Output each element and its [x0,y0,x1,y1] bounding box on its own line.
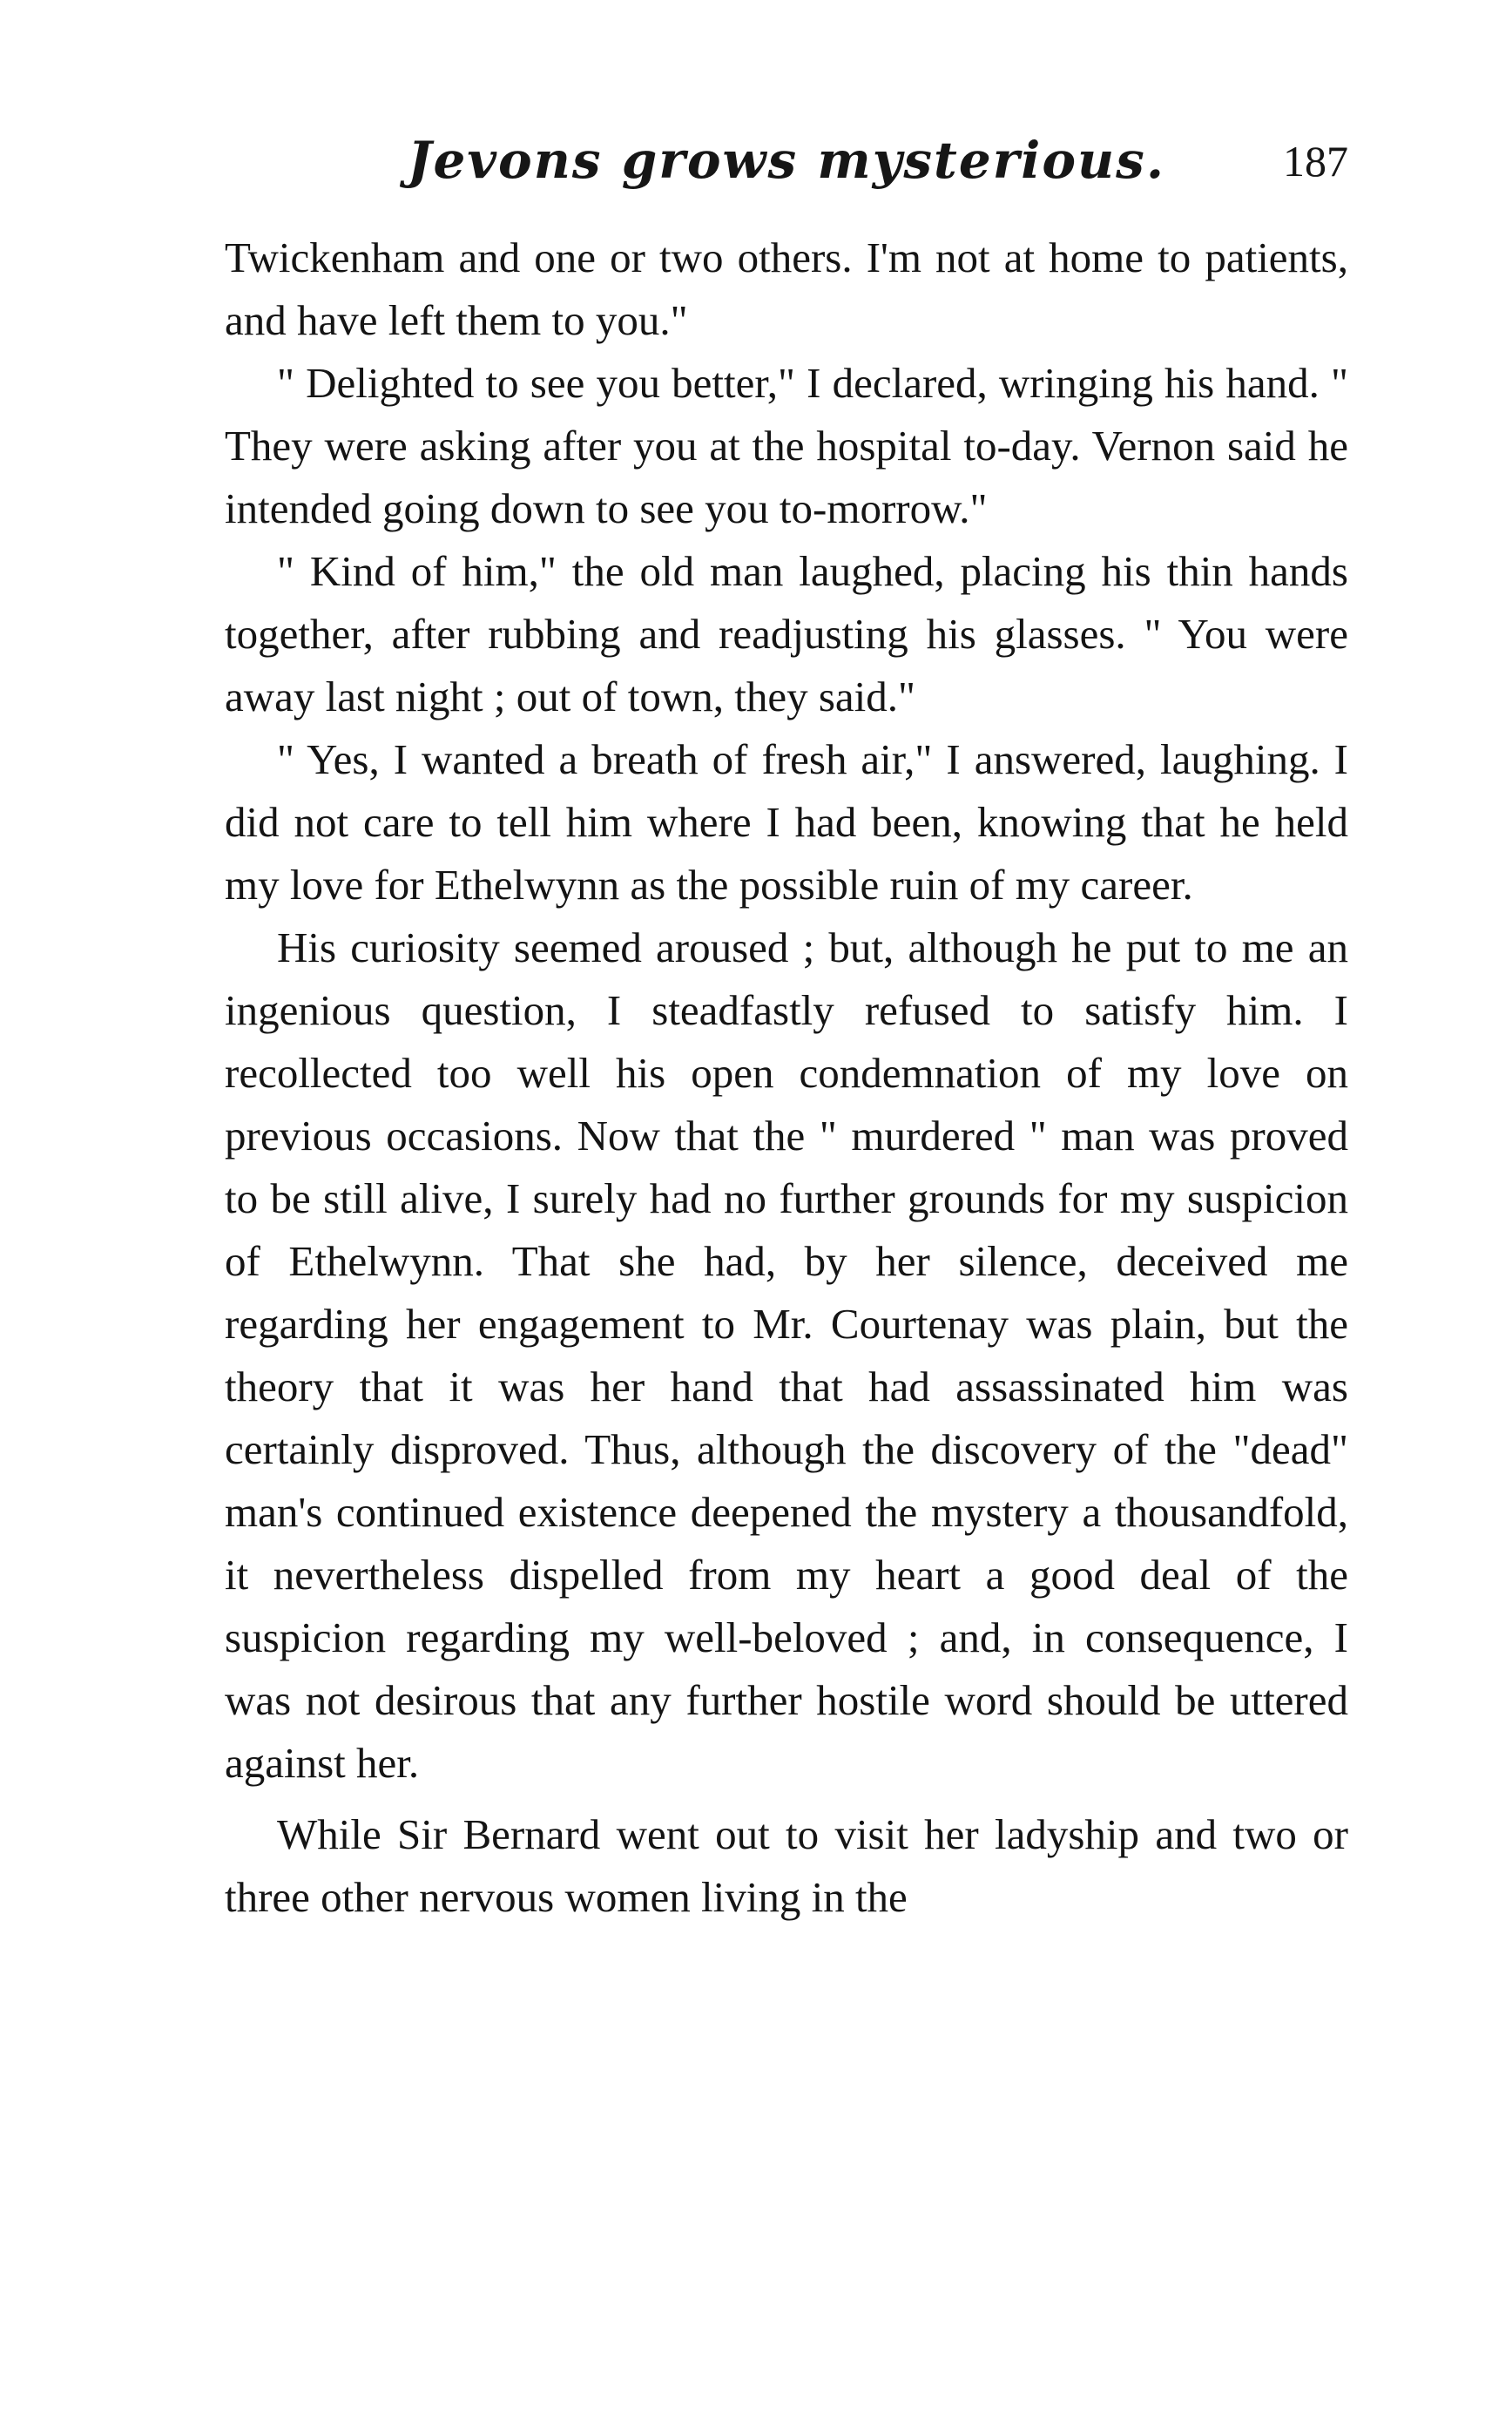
paragraph: " Yes, I wanted a breath of fresh air," I answered, laughing. I did not care to tell him where I had been, knowing that he held my love for Ethelwynn as the possible ruin of my career. [225,735,1348,909]
body-text [225,227,1348,1929]
paragraph: His curiosity seemed aroused ; but, although he put to me an ingenious question, I steadfastly refused to satisfy him. I recollected too well his open condemnation of my love on previous occasions. Now that the " murdered " man was proved to be still alive, I surely had no further grounds for my suspicion of Ethelwynn. That she had, by her silence, deceived me regarding her engagement to Mr. Courtenay was plain, but the theory that it was her hand that had assassinated him was certainly disproved. Thus, although the discovery of the "dead" man's continued existence deepened the mystery a thousandfold, it nevertheless dispelled from my heart a good deal of the suspicion regarding my well-beloved ; and, in consequence, I was not desirous that any further hostile word should be uttered against her. [225,923,1348,1787]
paragraph: " Kind of him," the old man laughed, placing his thin hands together, after rubbing and readjusting his glasses. " You were away last night ; out of town, they said." [225,547,1348,720]
paragraph: While Sir Bernard went out to visit her ladyship and two or three other nervous women living in the [225,1810,1348,1921]
paragraph-continuation: Twickenham and one or two others. I'm not at home to patients, and have left them to you." [225,233,1348,344]
running-head [225,131,1348,227]
book-page [225,131,1348,1929]
paragraph: " Delighted to see you better," I declared, wringing his hand. " They were asking after you at the hospital to-day. Vernon said he intended going down to see you to-morrow." [225,359,1348,532]
page-number: 187 [1283,137,1348,186]
running-title: Jevons grows mysterious. [408,131,1166,190]
